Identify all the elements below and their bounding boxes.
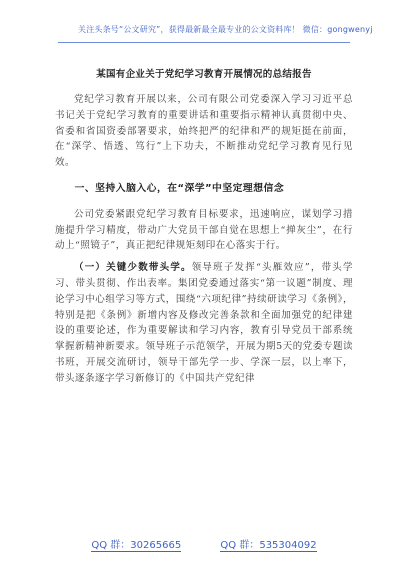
header-divider — [58, 42, 350, 43]
section-paragraph: 公司党委紧跟党纪学习教育目标要求，迅速响应，谋划学习措施提升学习精度，带动广大党员干部自觉在思想上“掸灰尘”，在行动上“照镜子”，真正把纪律规矩刻印在心落实于行。 — [55, 208, 353, 252]
subsection-paragraph — [55, 260, 353, 386]
section-heading: 一、坚持入脑入心，在“深学”中坚定理想信念 — [74, 182, 285, 194]
footer — [0, 536, 408, 552]
subsection-heading: （一）关键少数带头学。 — [74, 262, 192, 274]
subsection-text: 领导班子发挥“头雁效应”，带头学习、带头贯彻、作出表率。集团党委通过落实“第一议题”制度、理论学习中心组学习等方式，围绕“六项纪律”持续研读学习《条例》，特别是把《条例》新增内容及修改完善条款和全面加强党的纪律建设的重要论述，作为重要解读和学习内容，教育引导党员干部系统掌握新精神新要求。领导班子示范领学，开展为期5天的党委专题读书班，开展交流研讨，领导干部先学一步、学深一层，以上率下，带头逐条逐字学习新修订的《中国共产党纪律 — [55, 262, 353, 384]
document-title: 某国有企业关于党纪学习教育开展情况的总结报告 — [96, 69, 312, 80]
qq-group-link-2[interactable]: QQ 群：535304092 — [220, 536, 316, 552]
qq-group-link-1[interactable]: QQ 群：30265665 — [91, 536, 181, 552]
header-banner: 关注头条号“公文研究”，获得最新最全最专业的公文资料库！ 微信：gongwenyj — [78, 25, 373, 34]
intro-paragraph: 党纪学习教育开展以来，公司有限公司党委深入学习习近平总书记关于党纪学习教育的重要讲话和重要指示精神认真贯彻中央、省委和省国资委部署要求，始终把严的纪律和严的规矩挺在前面，在“深学、悟透、笃行”上下功夫，不断推动党纪学习教育见行见效。 — [55, 94, 353, 169]
document-body — [55, 92, 353, 393]
